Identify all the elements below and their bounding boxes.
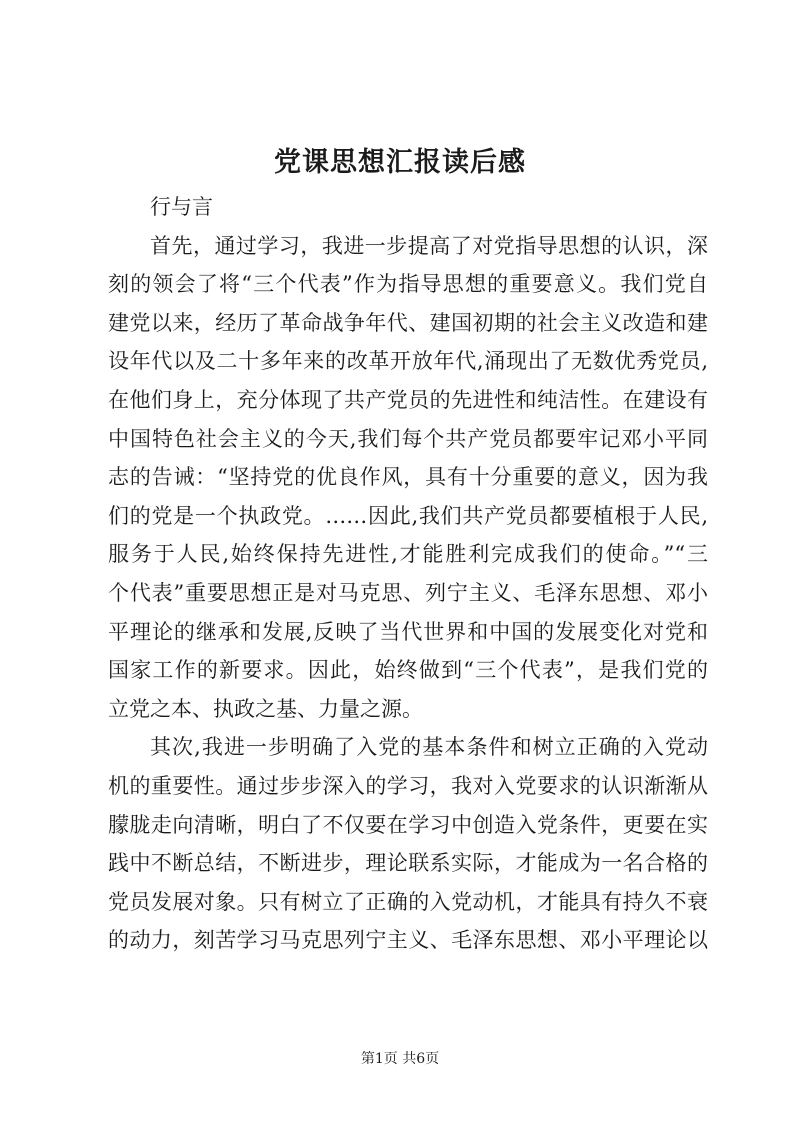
document-body (108, 188, 708, 960)
body-line: 行与言 (150, 195, 213, 219)
body-line: 党员发展对象。只有树立了正确的入党动机，才能具有持久不衰 (108, 889, 708, 914)
body-line: 机的重要性。通过步步深入的学习，我对入党要求的认识渐渐从 (108, 773, 708, 798)
body-line: 朦胧走向清晰，明白了不仅要在学习中创造入党条件，更要在实 (108, 812, 708, 837)
body-line: 在他们身上，充分体现了共产党员的先进性和纯洁性。在建设有 (108, 387, 708, 412)
body-line: 刻的领会了将“三个代表”作为指导思想的重要意义。我们党自 (108, 272, 708, 297)
body-line: 建党以来，经历了革命战争年代、建国初期的社会主义改造和建 (108, 310, 708, 335)
body-line: 首先，通过学习，我进一步提高了对党指导思想的认识，深 (150, 233, 708, 258)
document-title: 党课思想汇报读后感 (274, 147, 526, 178)
body-line: 设年代以及二十多年来的改革开放年代,涌现出了无数优秀党员, (108, 349, 708, 374)
body-line: 践中不断总结，不断进步，理论联系实际，才能成为一名合格的 (108, 851, 708, 876)
body-line: 中国特色社会主义的今天,我们每个共产党员都要牢记邓小平同 (108, 426, 708, 451)
body-line: 国家工作的新要求。因此，始终做到“三个代表”，是我们党的 (108, 658, 708, 683)
body-line: 其次,我进一步明确了入党的基本条件和树立正确的入党动 (150, 735, 708, 760)
body-line: 志的告诫：“坚持党的优良作风，具有十分重要的意义，因为我 (108, 465, 708, 490)
body-line: 平理论的继承和发展,反映了当代世界和中国的发展变化对党和 (108, 619, 708, 644)
body-line: 们的党是一个执政党。……因此,我们共产党员都要植根于人民, (108, 503, 708, 528)
body-line: 立党之本、执政之基、力量之源。 (108, 696, 423, 721)
body-line: 个代表”重要思想正是对马克思、列宁主义、毛泽东思想、邓小 (108, 580, 708, 605)
body-line: 的动力，刻苦学习马克思列宁主义、毛泽东思想、邓小平理论以 (108, 928, 708, 953)
page-footer: 第1页 共6页 (360, 1051, 440, 1067)
body-line: 服务于人民,始终保持先进性,才能胜利完成我们的使命。”“三 (108, 542, 708, 567)
